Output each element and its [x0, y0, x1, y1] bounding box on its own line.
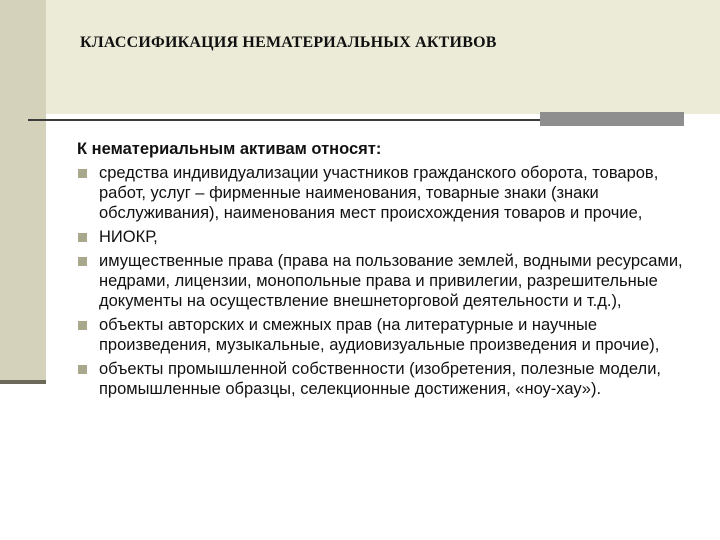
- list-item: [77, 227, 709, 247]
- list-item: [77, 251, 709, 311]
- left-decor-band: [0, 0, 46, 380]
- slide-title: КЛАССИФИКАЦИЯ НЕМАТЕРИАЛЬНЫХ АКТИВОВ: [80, 34, 497, 51]
- list-item-text: объекты авторских и смежных прав (на литературные и научные произведения, музыкальные, аудиовизуальные произведения и прочие),: [99, 316, 660, 354]
- title-rule-accent: [540, 112, 684, 126]
- bullet-list: [77, 163, 709, 399]
- square-bullet-icon: [78, 365, 87, 374]
- list-item: [77, 163, 709, 223]
- list-item-text: имущественные права (права на пользование землей, водными ресурсами, недрами, лицензии, монопольные права и привилегии, разрешительные документы на осуществление внешнеторговой деятельности и т.д.),: [99, 252, 683, 310]
- list-item-text: объекты промышленной собственности (изобретения, полезные модели, промышленные образцы, селекционные достижения, «ноу-хау»).: [99, 360, 661, 398]
- square-bullet-icon: [78, 321, 87, 330]
- list-item-text: средства индивидуализации участников гражданского оборота, товаров, работ, услуг – фирменные наименования, товарные знаки (знаки обслуживания), наименования мест происхождения товаров и прочие,: [99, 164, 659, 222]
- title-panel: [46, 0, 720, 114]
- square-bullet-icon: [78, 233, 87, 242]
- slide-content: [77, 139, 709, 403]
- list-item: [77, 359, 709, 399]
- left-decor-line: [0, 380, 46, 384]
- lead-text: К нематериальным активам относят:: [77, 140, 382, 158]
- square-bullet-icon: [78, 169, 87, 178]
- square-bullet-icon: [78, 257, 87, 266]
- list-item-text: НИОКР,: [99, 228, 158, 246]
- list-item: [77, 315, 709, 355]
